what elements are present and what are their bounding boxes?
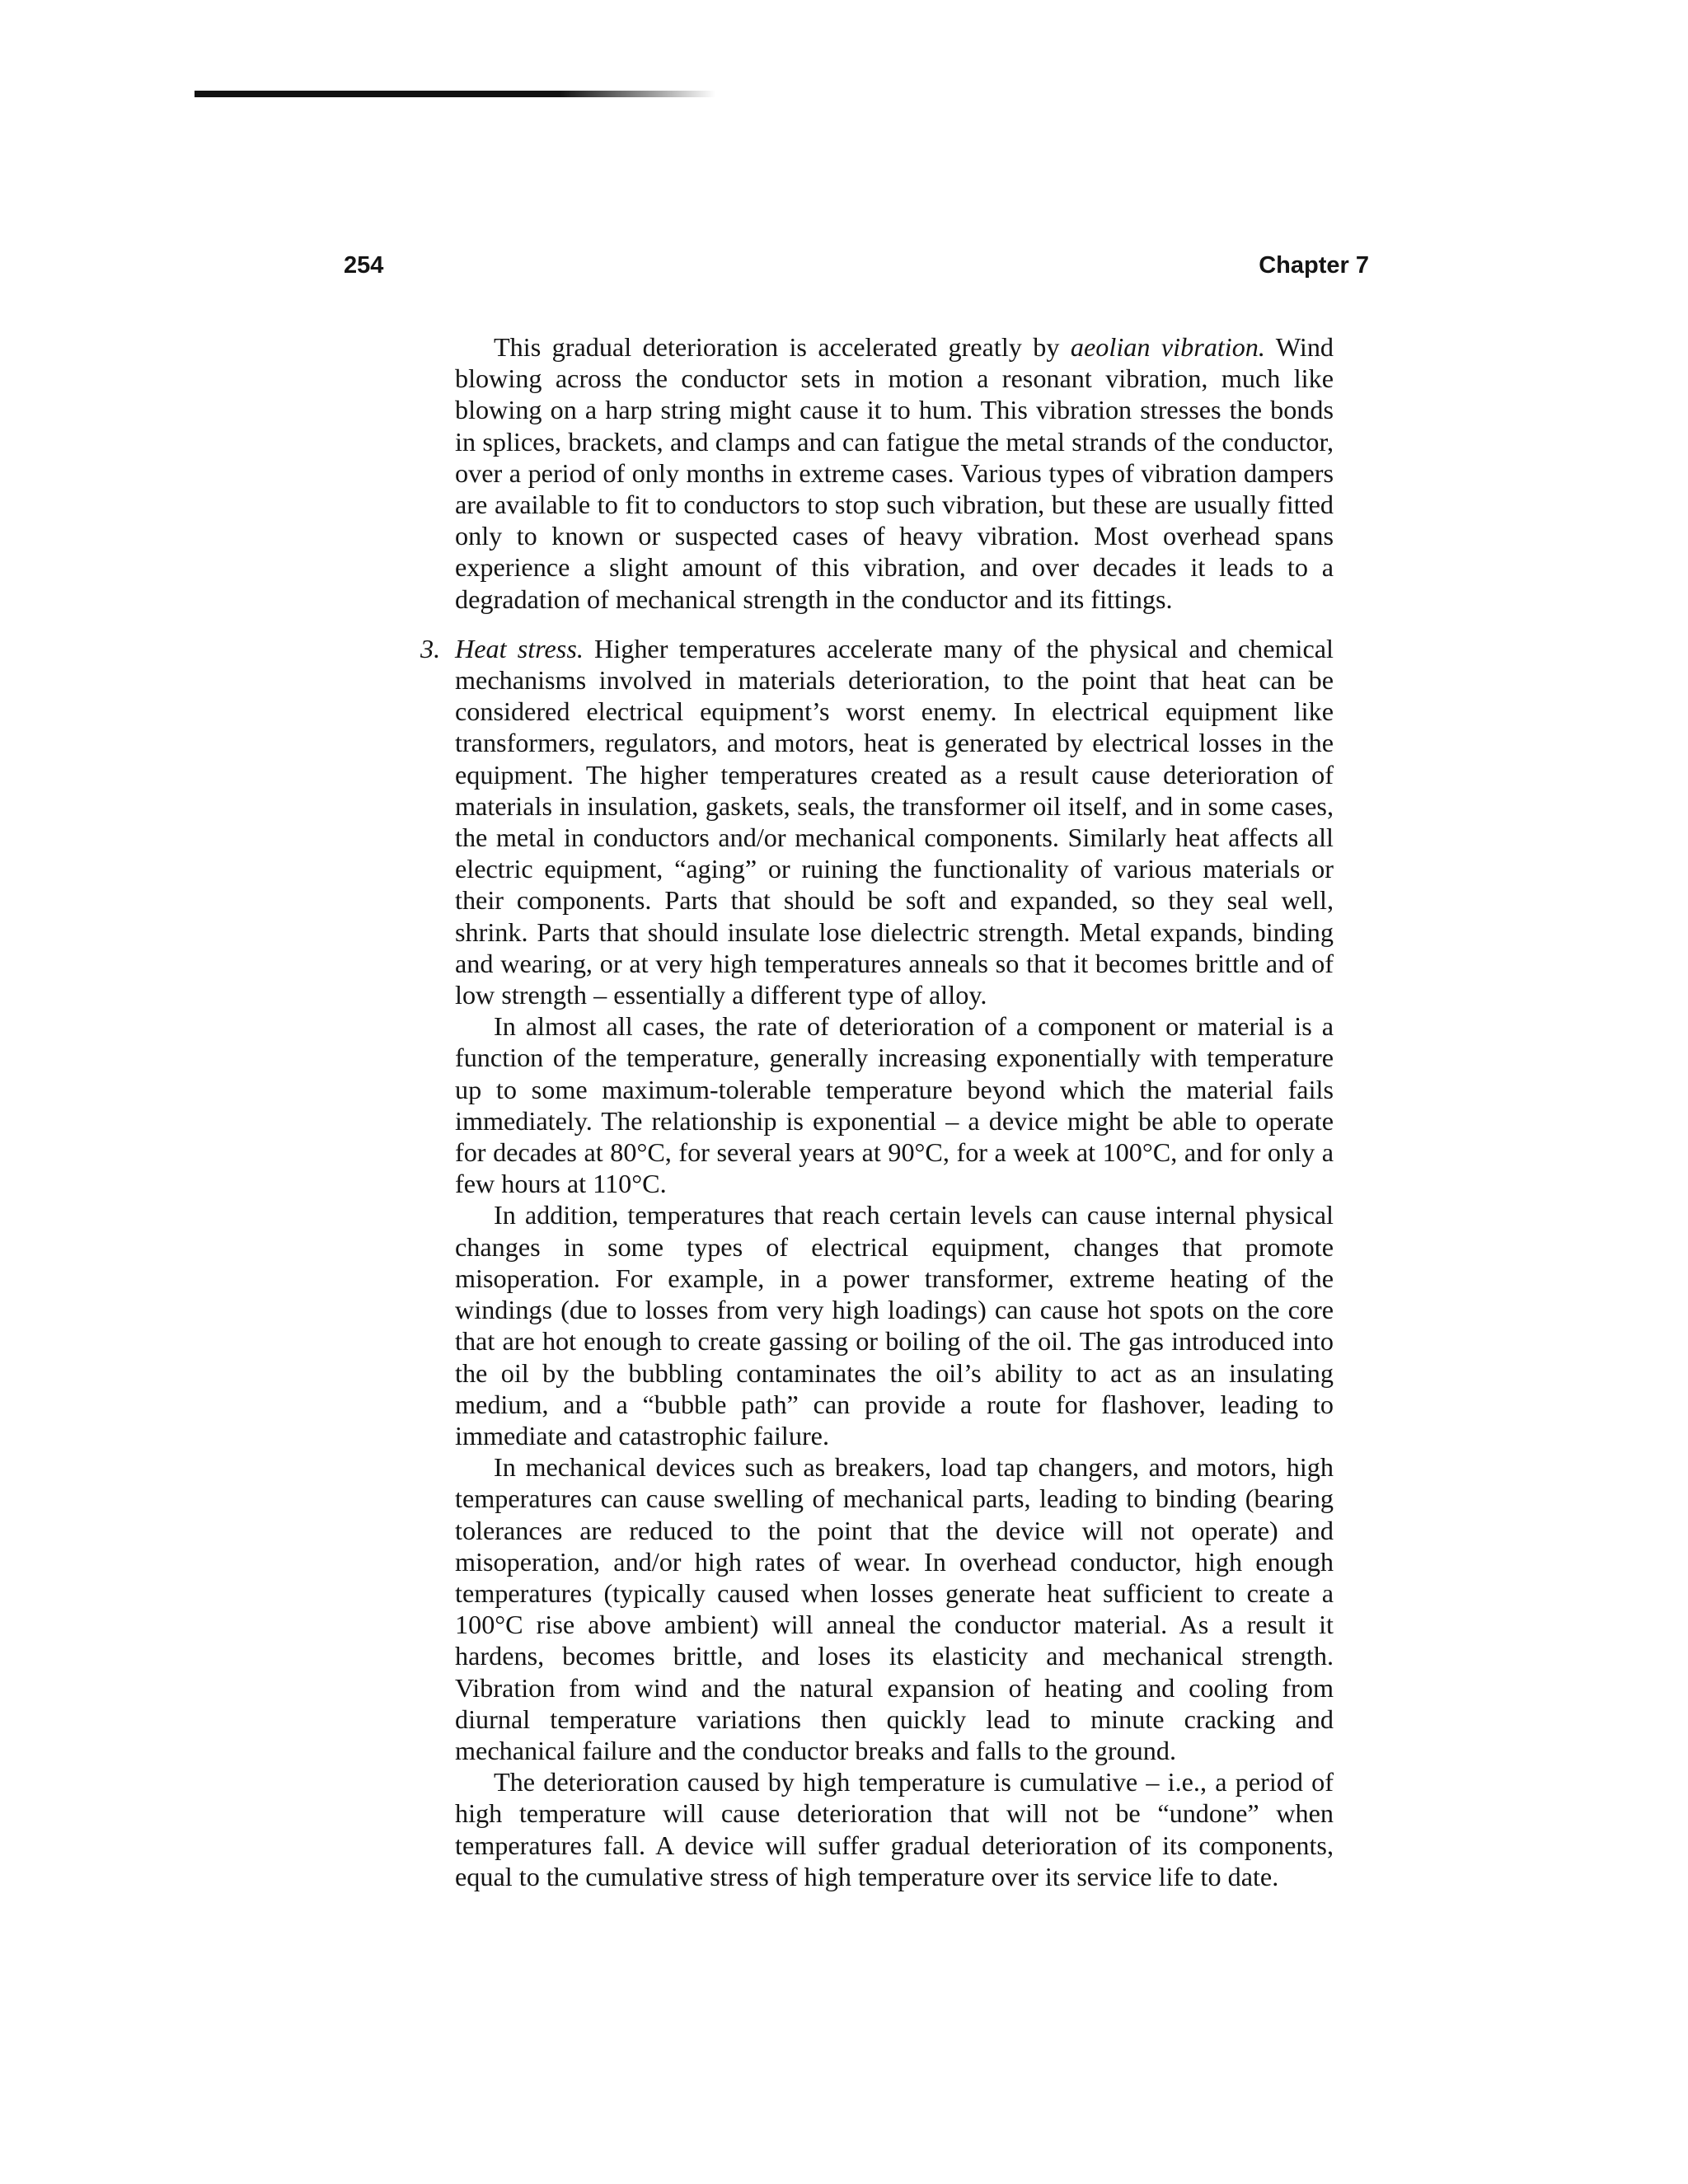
intro-rest: Wind blowing across the conductor sets in motion a resonant vibration, much like blowing on a harp string might cause it to hum. This vibration stresses the bonds in splices, brackets, and clamps and can fatigue the metal strands of the conductor, over a period of only months in extreme cases. Various types of vibration dampers are available to fit to conductors to stop such vibration, but these are usually fitted only to known or suspected cases of heavy vibration. Most overhead spans experience a slight amount of this vibration, and over decades it leads to a degradation of mechanical strength in the conductor and its fittings. <box>455 332 1334 614</box>
list-item-number: 3. <box>420 633 441 663</box>
paragraph-internal-changes: In addition, temperatures that reach certain levels can cause internal physical changes in some types of electrical equipment, changes that promote misoperation. For example, in a power transformer, extreme heating of the windings (due to losses from very high loadings) can cause hot spots on the core that are hot enough to create gassing or boiling of the oil. The gas introduced into the oil by the bubbling contaminates the oil’s ability to act as an insulating medium, and a “bubble path” can provide a route for flashover, leading to immediate and catastrophic failure. <box>455 1200 1334 1451</box>
intro-paragraph <box>455 331 1334 615</box>
paragraph-mechanical-devices: In mechanical devices such as breakers, load tap changers, and motors, high temperatures can cause swelling of mechanical parts, leading to binding (bearing tolerances are reduced to the point that the device will not operate) and misoperation, and/or high rates of wear. In overhead conductor, high enough temperatures (typically caused when losses generate heat sufficient to create a 100°C rise above ambient) will anneal the conductor material. As a result it hardens, becomes brittle, and loses its elasticity and mechanical strength. Vibration from wind and the natural expansion of heating and cooling from diurnal temperature variations then quickly lead to minute cracking and mechanical failure and the conductor breaks and falls to the ground. <box>455 1452 1334 1765</box>
list-item-text: Higher temperatures accelerate many of the physical and chemical mechanisms involved in materials deterioration, to the point that heat can be considered electrical equipment’s worst enemy. In electrical equipment like transformers, regulators, and motors, heat is generated by electrical losses in the equipment. The higher temperatures created as a result cause deterioration of materials in insulation, gaskets, seals, the transformer oil itself, and in some cases, the metal in conductors and/or mechanical components. Similarly heat affects all electric equipment, “aging” or ruining the functionality of various materials or their components. Parts that should be soft and expanded, so they seal well, shrink. Parts that should insulate lose dielectric strength. Metal expands, binding and wearing, or at very high temperatures anneals so that it becomes brittle and of low strength – essentially a different type of alloy. <box>455 633 1334 1010</box>
paragraph-cumulative-deterioration: The deterioration caused by high temperature is cumulative – i.e., a period of high temperature will cause deterioration that will not be “undone” when temperatures fall. A device will suffer gradual deterioration of its components, equal to the cumulative stress of high temperature over its service life to date. <box>455 1767 1334 1891</box>
intro-emphasis: aeolian vibration. <box>1070 332 1265 362</box>
running-head <box>344 249 1369 282</box>
intro-lead: This gradual deterioration is accelerated greatly by <box>494 332 1071 362</box>
paragraph-rate-of-deterioration: In almost all cases, the rate of deterioration of a component or material is a function of the temperature, generally increasing exponentially with temperature up to some maximum-tolerable temperature beyond which the material fails immediately. The relationship is exponential – a device might be able to operate for decades at 80°C, for several years at 90°C, for a week at 100°C, and for only a few hours at 110°C. <box>455 1011 1334 1199</box>
page-number: 254 <box>344 252 384 279</box>
chapter-label: Chapter 7 <box>1259 252 1369 279</box>
top-rule <box>195 91 715 97</box>
body-text <box>420 331 1334 1892</box>
list-item-heat-stress <box>420 633 1334 1010</box>
list-item-title: Heat stress. <box>455 633 584 663</box>
